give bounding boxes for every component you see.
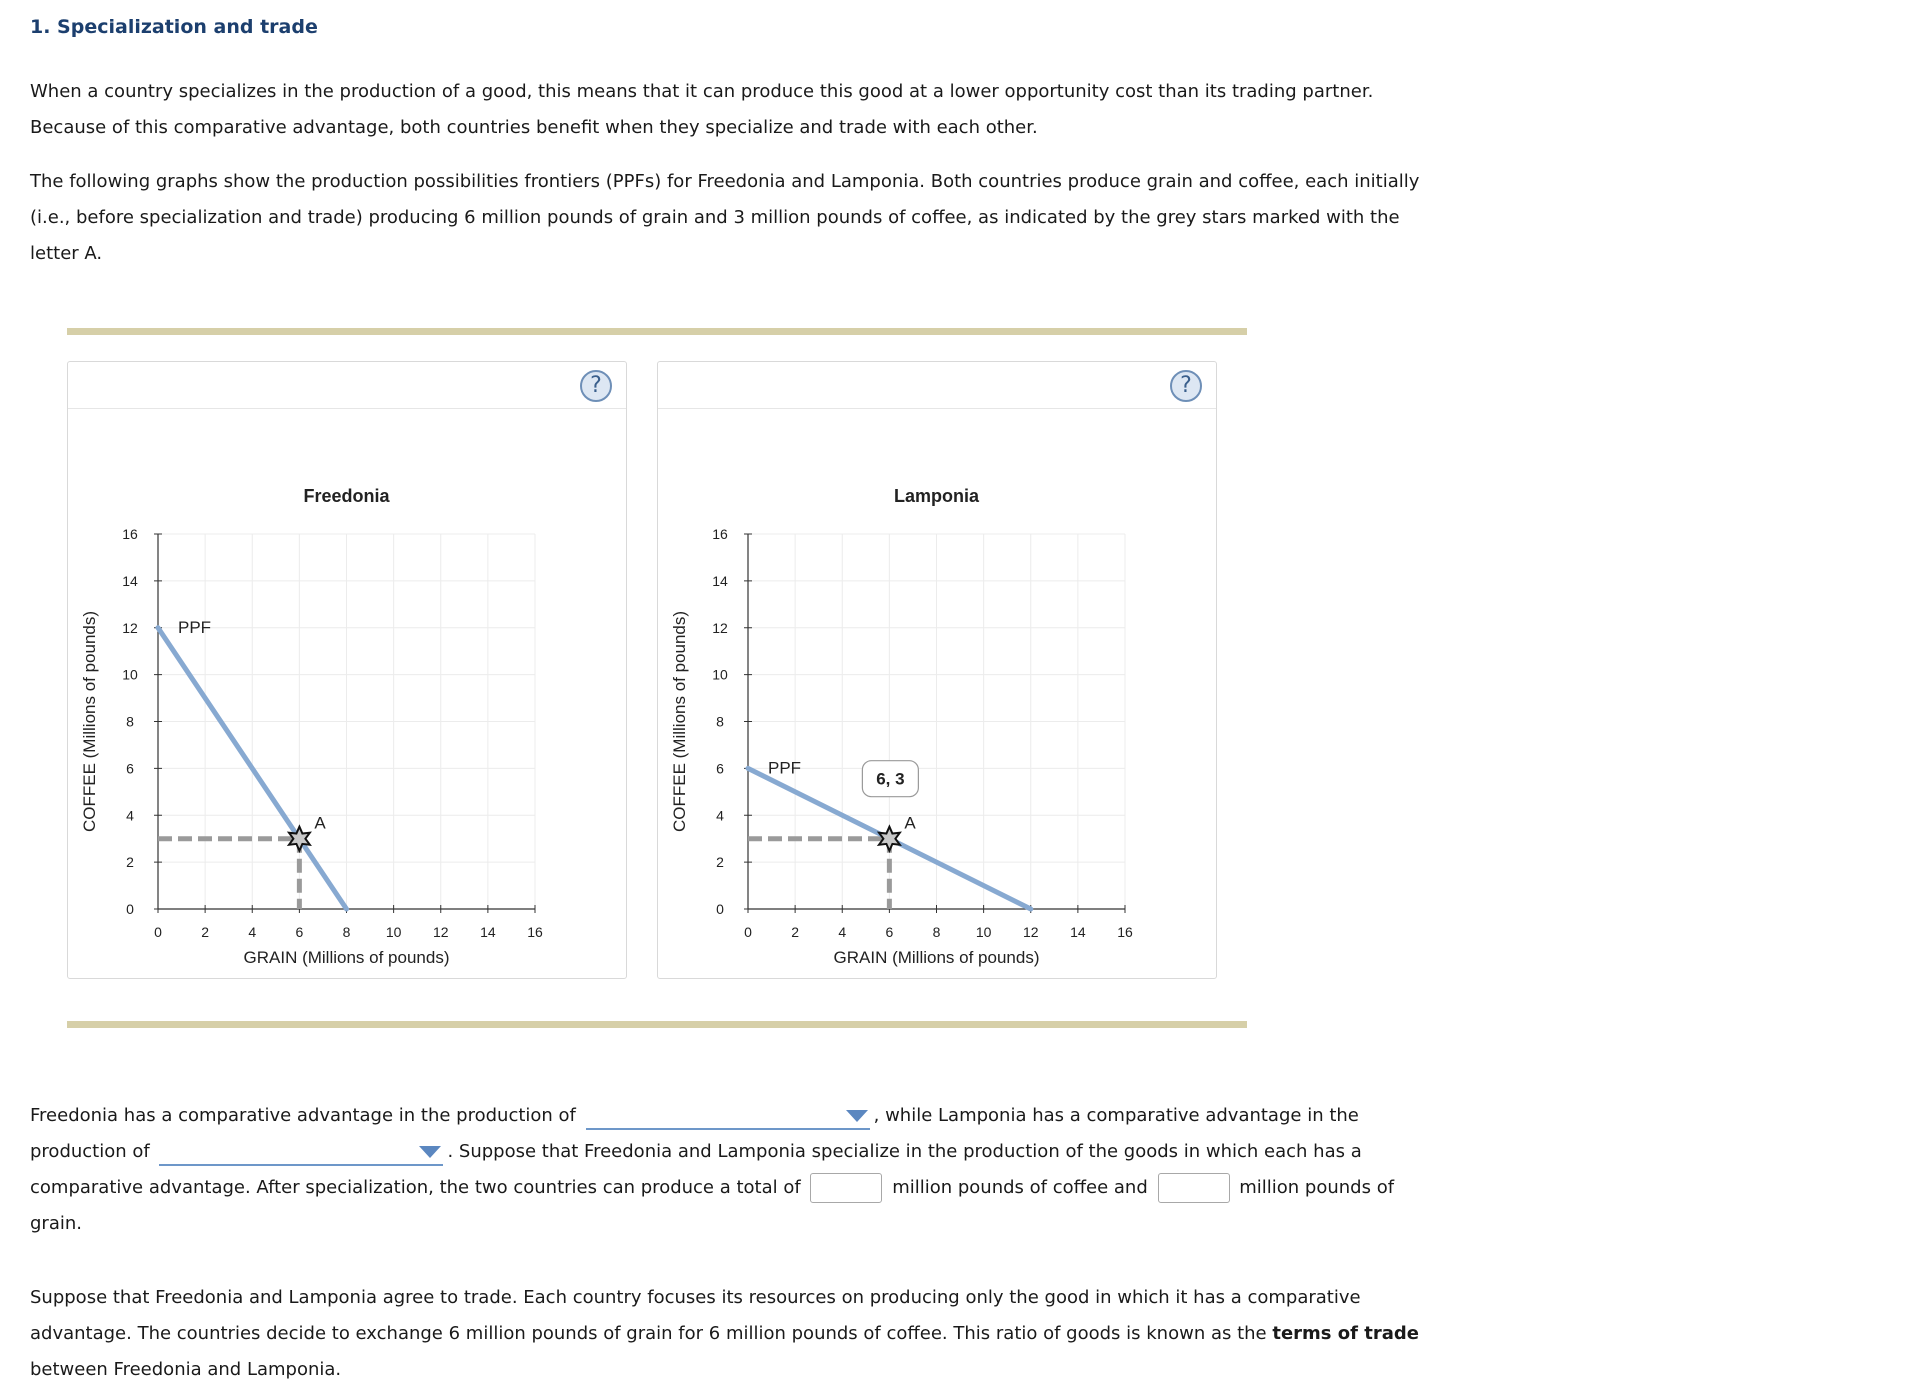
question-text-5: million pounds of grain. (30, 1177, 1395, 1234)
ppf-label: PPF (768, 758, 802, 778)
x-tick-label: 2 (201, 924, 210, 940)
x-tick-label: 8 (932, 924, 941, 940)
x-tick-label: 12 (1022, 924, 1039, 940)
chart-title: Lamponia (893, 486, 980, 506)
x-tick-label: 4 (248, 924, 257, 940)
final-text-2: between Freedonia and Lamponia. (30, 1359, 342, 1380)
y-axis-label: COFFEE (Millions of pounds) (670, 610, 689, 833)
page-title: 1. Specialization and trade (30, 16, 318, 38)
bottom-divider (67, 1021, 1247, 1028)
y-axis-label: COFFEE (Millions of pounds) (80, 610, 99, 833)
point-a-label: A (314, 813, 326, 833)
y-tick-label: 14 (122, 572, 138, 589)
y-tick-label: 16 (122, 526, 138, 542)
y-tick-label: 0 (126, 901, 134, 917)
total-coffee-input[interactable] (810, 1173, 882, 1203)
total-grain-input[interactable] (1158, 1173, 1230, 1203)
chart-title: Freedonia (303, 486, 390, 506)
y-tick-label: 10 (122, 666, 138, 683)
question-text-3: . Suppose that Freedonia and Lamponia specialize in the production of the goods in which each has a comparative advantage. After specialization, the two countries can produce a total of (30, 1141, 1362, 1198)
x-tick-label: 0 (154, 924, 162, 940)
y-tick-label: 10 (712, 666, 728, 683)
y-tick-label: 8 (716, 713, 724, 730)
x-axis-label: GRAIN (Millions of pounds) (243, 948, 450, 967)
x-tick-label: 16 (527, 924, 543, 940)
chevron-down-icon (846, 1110, 868, 1122)
y-tick-label: 6 (716, 760, 724, 777)
help-icon[interactable]: ? (1170, 370, 1202, 402)
panel-toolbar (68, 362, 626, 409)
point-a-star-marker (879, 827, 900, 851)
terms-of-trade-paragraph (30, 1280, 1450, 1388)
x-tick-label: 8 (342, 924, 351, 940)
lamponia-ppf-chart[interactable] (658, 409, 1216, 977)
y-tick-label: 6 (126, 760, 134, 777)
question-paragraph (30, 1098, 1450, 1242)
y-tick-label: 12 (122, 619, 138, 636)
x-tick-label: 14 (480, 924, 496, 940)
y-tick-label: 2 (716, 854, 724, 871)
x-tick-label: 10 (975, 924, 992, 940)
y-tick-label: 16 (712, 526, 728, 542)
freedonia-graph-panel (67, 361, 627, 979)
question-text-2: , while Lamponia has a comparative advantage in the production of (30, 1105, 1359, 1162)
y-tick-label: 4 (716, 807, 724, 824)
x-tick-label: 4 (838, 924, 847, 940)
x-tick-label: 2 (791, 924, 800, 940)
chevron-down-icon (419, 1146, 441, 1158)
intro-paragraph-1: When a country specializes in the production of a good, this means that it can produce this good at a lower opportunity cost than its trading partner. Because of this comparative advantage, both countries benefit when they specialize and trade with each other. (30, 81, 1374, 138)
x-tick-label: 12 (432, 924, 449, 940)
y-tick-label: 8 (126, 713, 134, 730)
x-tick-label: 6 (885, 924, 894, 940)
y-tick-label: 4 (126, 807, 134, 824)
help-icon[interactable]: ? (580, 370, 612, 402)
freedonia-advantage-dropdown[interactable] (586, 1102, 870, 1130)
ppf-label: PPF (178, 617, 212, 637)
lamponia-graph-panel (657, 361, 1217, 979)
terms-of-trade-term: terms of trade (1272, 1323, 1419, 1344)
panel-toolbar (658, 362, 1216, 409)
x-axis-label: GRAIN (Millions of pounds) (833, 948, 1040, 967)
x-tick-label: 6 (295, 924, 304, 940)
x-tick-label: 14 (1070, 924, 1086, 940)
y-tick-label: 2 (126, 854, 134, 871)
point-tooltip-text: 6, 3 (876, 769, 905, 789)
y-tick-label: 0 (716, 901, 724, 917)
intro-paragraph-2: The following graphs show the production possibilities frontiers (PPFs) for Freedonia and Lamponia. Both countries produce grain and coffee, each initially (i.e., before specialization and trade) producing 6 million pounds of grain and 3 million pounds of coffee, as indicated by the grey stars marked with the letter A. (30, 171, 1420, 264)
y-tick-label: 14 (712, 572, 728, 589)
x-tick-label: 16 (1117, 924, 1133, 940)
point-a-label: A (904, 813, 916, 833)
question-text-4: million pounds of coffee and (892, 1177, 1148, 1198)
top-divider (67, 328, 1247, 335)
freedonia-ppf-chart[interactable] (68, 409, 626, 977)
final-text-1: Suppose that Freedonia and Lamponia agree to trade. Each country focuses its resources on producing only the good in which it has a comparative advantage. The countries decide to exchange 6 million pounds of grain for 6 million pounds of coffee. This ratio of goods is known as the (30, 1287, 1361, 1344)
lamponia-advantage-dropdown[interactable] (159, 1138, 443, 1166)
x-tick-label: 0 (744, 924, 752, 940)
question-text-1: Freedonia has a comparative advantage in the production of (30, 1105, 576, 1126)
x-tick-label: 10 (385, 924, 402, 940)
y-tick-label: 12 (712, 619, 728, 636)
